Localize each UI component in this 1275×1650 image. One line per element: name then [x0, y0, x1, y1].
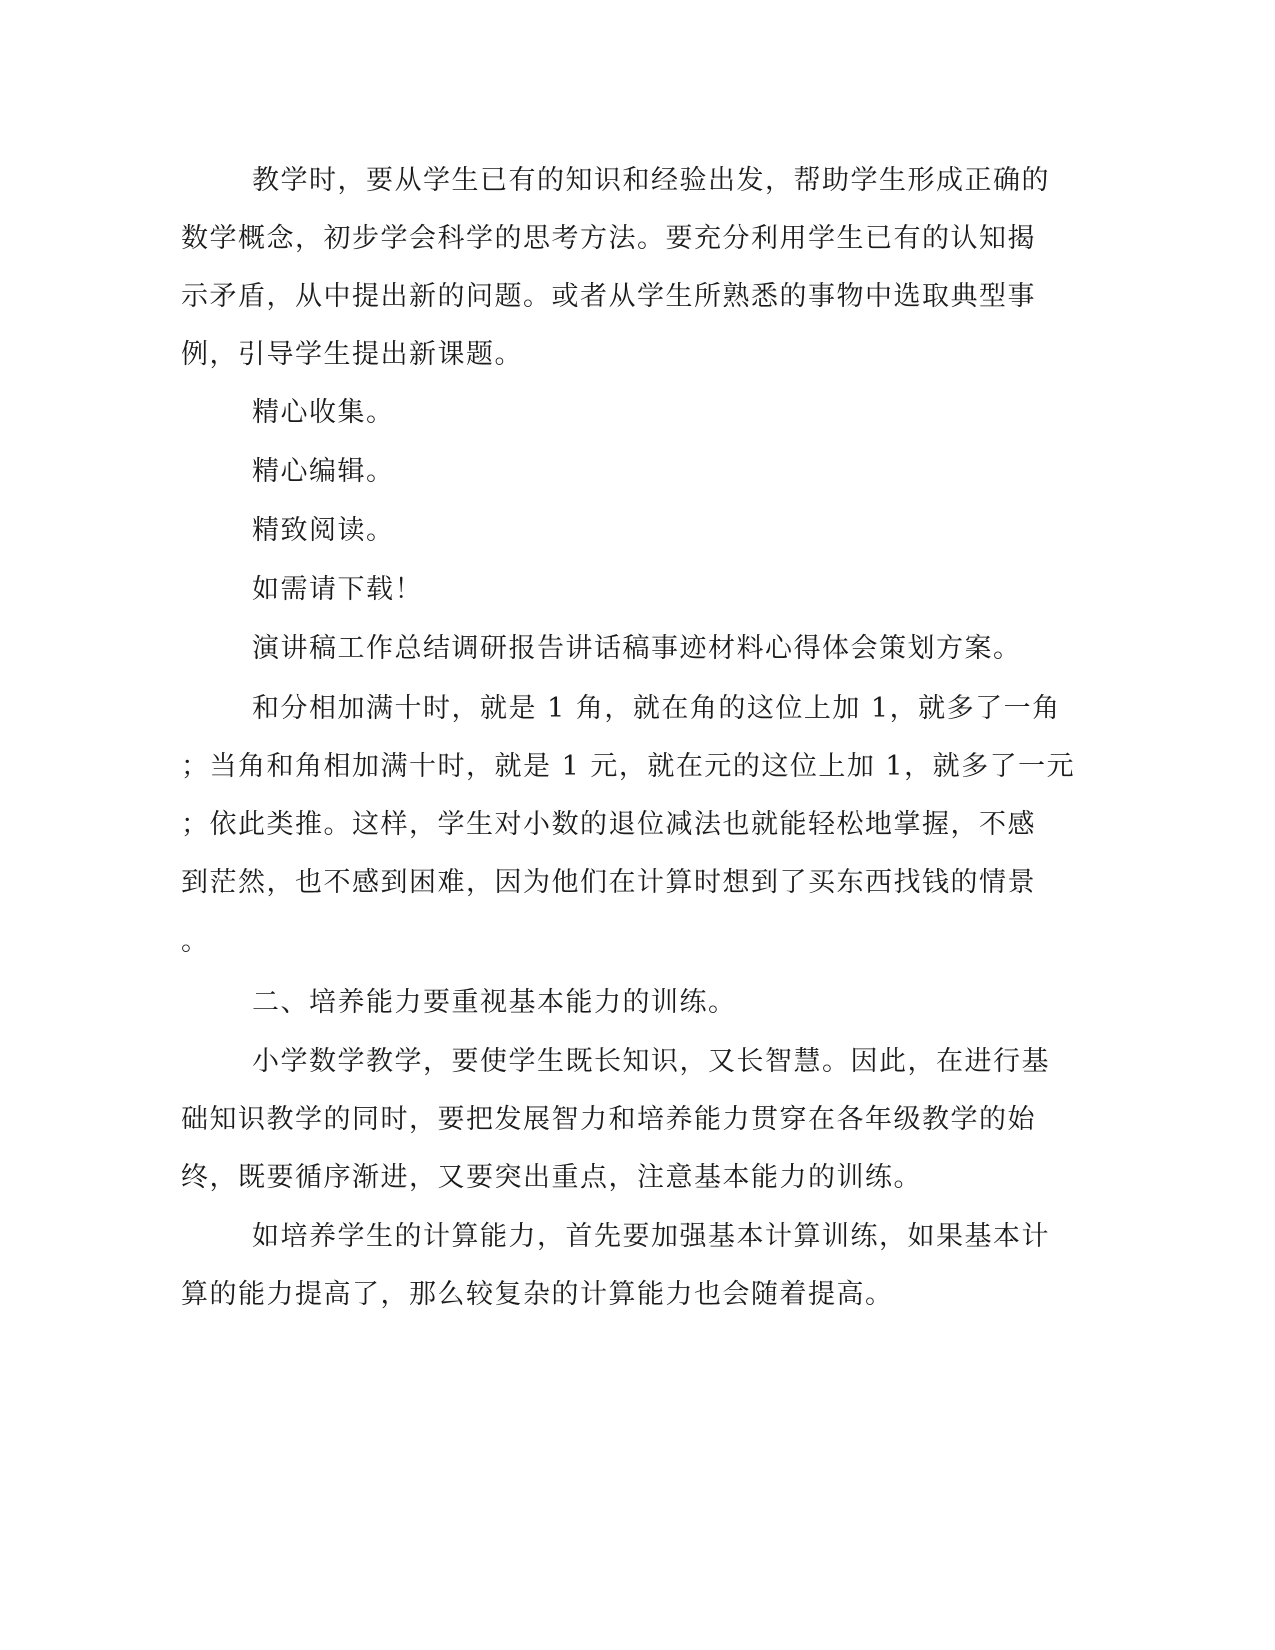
- text-line: 到茫然，也不感到困难，因为他们在计算时想到了买东西找钱的情景: [181, 867, 1036, 898]
- text-line: 数学概念，初步学会科学的思考方法。要充分利用学生已有的认知揭: [181, 223, 1036, 254]
- text-line: 终，既要循序渐进，又要突出重点，注意基本能力的训练。: [181, 1162, 922, 1193]
- text-line: 如培养学生的计算能力，首先要加强基本计算训练，如果基本计: [252, 1221, 1050, 1252]
- text-line: 精心编辑。: [252, 456, 395, 487]
- text-line: 教学时，要从学生已有的知识和经验出发，帮助学生形成正确的: [252, 165, 1050, 196]
- text-line: 精致阅读。: [252, 515, 395, 546]
- text-line: 例，引导学生提出新课题。: [181, 339, 523, 370]
- text-line: 如需请下载！: [252, 574, 423, 605]
- text-line: ；当角和角相加满十时，就是 1 元，就在元的这位上加 1，就多了一元: [181, 751, 1076, 782]
- text-line: 算的能力提高了，那么较复杂的计算能力也会随着提高。: [181, 1279, 894, 1310]
- text-line: 。: [181, 926, 210, 957]
- text-line: ；依此类推。这样，学生对小数的退位减法也就能轻松地掌握，不感: [181, 809, 1036, 840]
- text-line: 础知识教学的同时，要把发展智力和培养能力贯穿在各年级教学的始: [181, 1104, 1036, 1135]
- text-line: 和分相加满十时，就是 1 角，就在角的这位上加 1，就多了一角: [252, 693, 1061, 724]
- text-line: 精心收集。: [252, 397, 395, 428]
- text-line: 演讲稿工作总结调研报告讲话稿事迹材料心得体会策划方案。: [252, 633, 1022, 664]
- text-line: 小学数学教学，要使学生既长知识，又长智慧。因此，在进行基: [252, 1046, 1050, 1077]
- text-line: 示矛盾，从中提出新的问题。或者从学生所熟悉的事物中选取典型事: [181, 281, 1036, 312]
- text-line: 二、培养能力要重视基本能力的训练。: [252, 987, 737, 1018]
